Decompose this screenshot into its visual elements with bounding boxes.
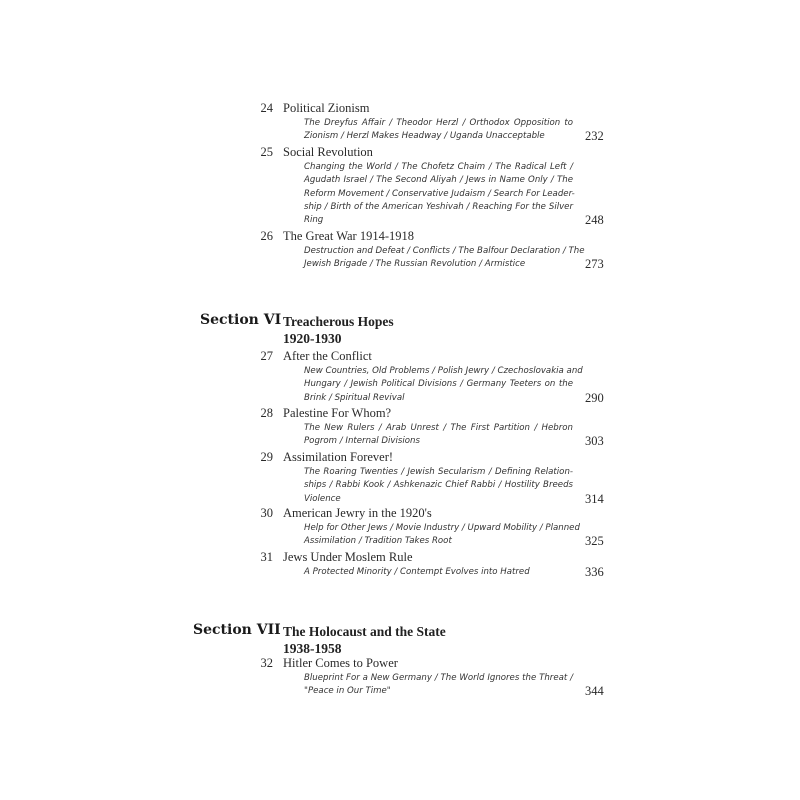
chapter-title: Assimilation Forever! <box>283 450 394 464</box>
chapter-title: Hitler Comes to Power <box>283 656 398 670</box>
chapter-number: 28 <box>260 406 273 420</box>
chapter-title: Social Revolution <box>283 145 373 159</box>
topic-line: ship / Birth of the American Yeshivah / Reaching For the Silver <box>304 201 573 212</box>
section-years: 1938-1958 <box>283 641 342 656</box>
topic-line: Hungary / Jewish Political Divisions / Germany Teeters on the <box>304 379 573 390</box>
chapter-topics <box>304 466 573 506</box>
topic-line: Assimilation / Tradition Takes Root <box>304 536 452 547</box>
chapter-topics <box>304 365 583 405</box>
topic-line: Reform Movement / Conservative Judaism / Search For Leader- <box>304 188 575 199</box>
chapter-number: 27 <box>260 349 273 363</box>
section-label: Section VI <box>200 312 282 328</box>
chapter-topics <box>304 117 573 144</box>
topic-line: The Roaring Twenties / Jewish Secularism / Defining Relation- <box>304 467 573 477</box>
chapter-number: 24 <box>260 101 273 115</box>
topic-line: ships / Rabbi Kook / Ashkenazic Chief Rabbi / Hostility Breeds <box>304 480 573 491</box>
chapter-number: 25 <box>260 145 273 159</box>
chapter-title: Jews Under Moslem Rule <box>283 550 413 564</box>
topic-line: Brink / Spiritual Revival <box>304 392 405 403</box>
chapter-title: Palestine For Whom? <box>283 406 392 420</box>
chapter-title: After the Conflict <box>283 349 372 363</box>
page-number: 248 <box>585 213 604 228</box>
topic-line: Violence <box>304 493 341 504</box>
chapter-topics <box>304 522 580 549</box>
topic-line: Destruction and Defeat / Conflicts / The Balfour Declaration / The <box>304 246 585 256</box>
topic-line: Ring <box>304 215 324 226</box>
page-number: 336 <box>585 565 604 579</box>
page-number: 290 <box>585 390 604 405</box>
page-number: 273 <box>585 257 604 272</box>
section-label: Section VII <box>193 622 281 638</box>
topic-line: A Protected Minority / Contempt Evolves into Hatred <box>304 567 530 577</box>
topic-line: The Dreyfus Affair / Theodor Herzl / Orthodox Opposition to <box>304 118 573 128</box>
section-title: Treacherous Hopes <box>283 314 394 329</box>
chapter-topics <box>304 161 573 227</box>
page-number: 232 <box>585 129 604 144</box>
topic-line: Pogrom / Internal Divisions <box>304 436 420 447</box>
topic-line: Help for Other Jews / Movie Industry / Upward Mobility / Planned <box>304 523 580 533</box>
chapter-number: 29 <box>260 450 273 464</box>
chapter-number: 32 <box>260 656 273 670</box>
chapter-number: 30 <box>260 506 273 520</box>
section-title: The Holocaust and the State <box>283 624 446 639</box>
topic-line: The New Rulers / Arab Unrest / The First Partition / Hebron <box>304 423 573 433</box>
chapter-number: 26 <box>260 229 273 243</box>
chapter-title: The Great War 1914-1918 <box>283 229 415 243</box>
chapter-number: 31 <box>260 550 273 564</box>
section-years: 1920-1930 <box>283 331 342 346</box>
topic-line: "Peace in Our Time" <box>304 686 391 697</box>
page-number: 314 <box>585 491 604 506</box>
chapter-topics <box>304 422 573 449</box>
page-number: 344 <box>585 684 604 699</box>
chapter-title: American Jewry in the 1920's <box>283 506 432 520</box>
page-number: 325 <box>585 534 604 549</box>
topic-line: Zionism / Herzl Makes Headway / Uganda Unacceptable <box>304 131 545 142</box>
topic-line: Jewish Brigade / The Russian Revolution / Armistice <box>304 259 526 270</box>
topic-line: Changing the World / The Chofetz Chaim / The Radical Left / <box>304 162 573 172</box>
chapter-topics <box>304 245 585 272</box>
topic-line: New Countries, Old Problems / Polish Jewry / Czechoslovakia and <box>304 366 583 376</box>
topic-line: Blueprint For a New Germany / The World Ignores the Threat / <box>304 673 573 683</box>
page-number: 303 <box>585 434 604 449</box>
chapter-topics <box>304 672 573 699</box>
topic-line: Agudath Israel / The Second Aliyah / Jews in Name Only / The <box>304 175 573 186</box>
chapter-title: Political Zionism <box>283 101 370 115</box>
chapter-topics <box>304 566 573 579</box>
